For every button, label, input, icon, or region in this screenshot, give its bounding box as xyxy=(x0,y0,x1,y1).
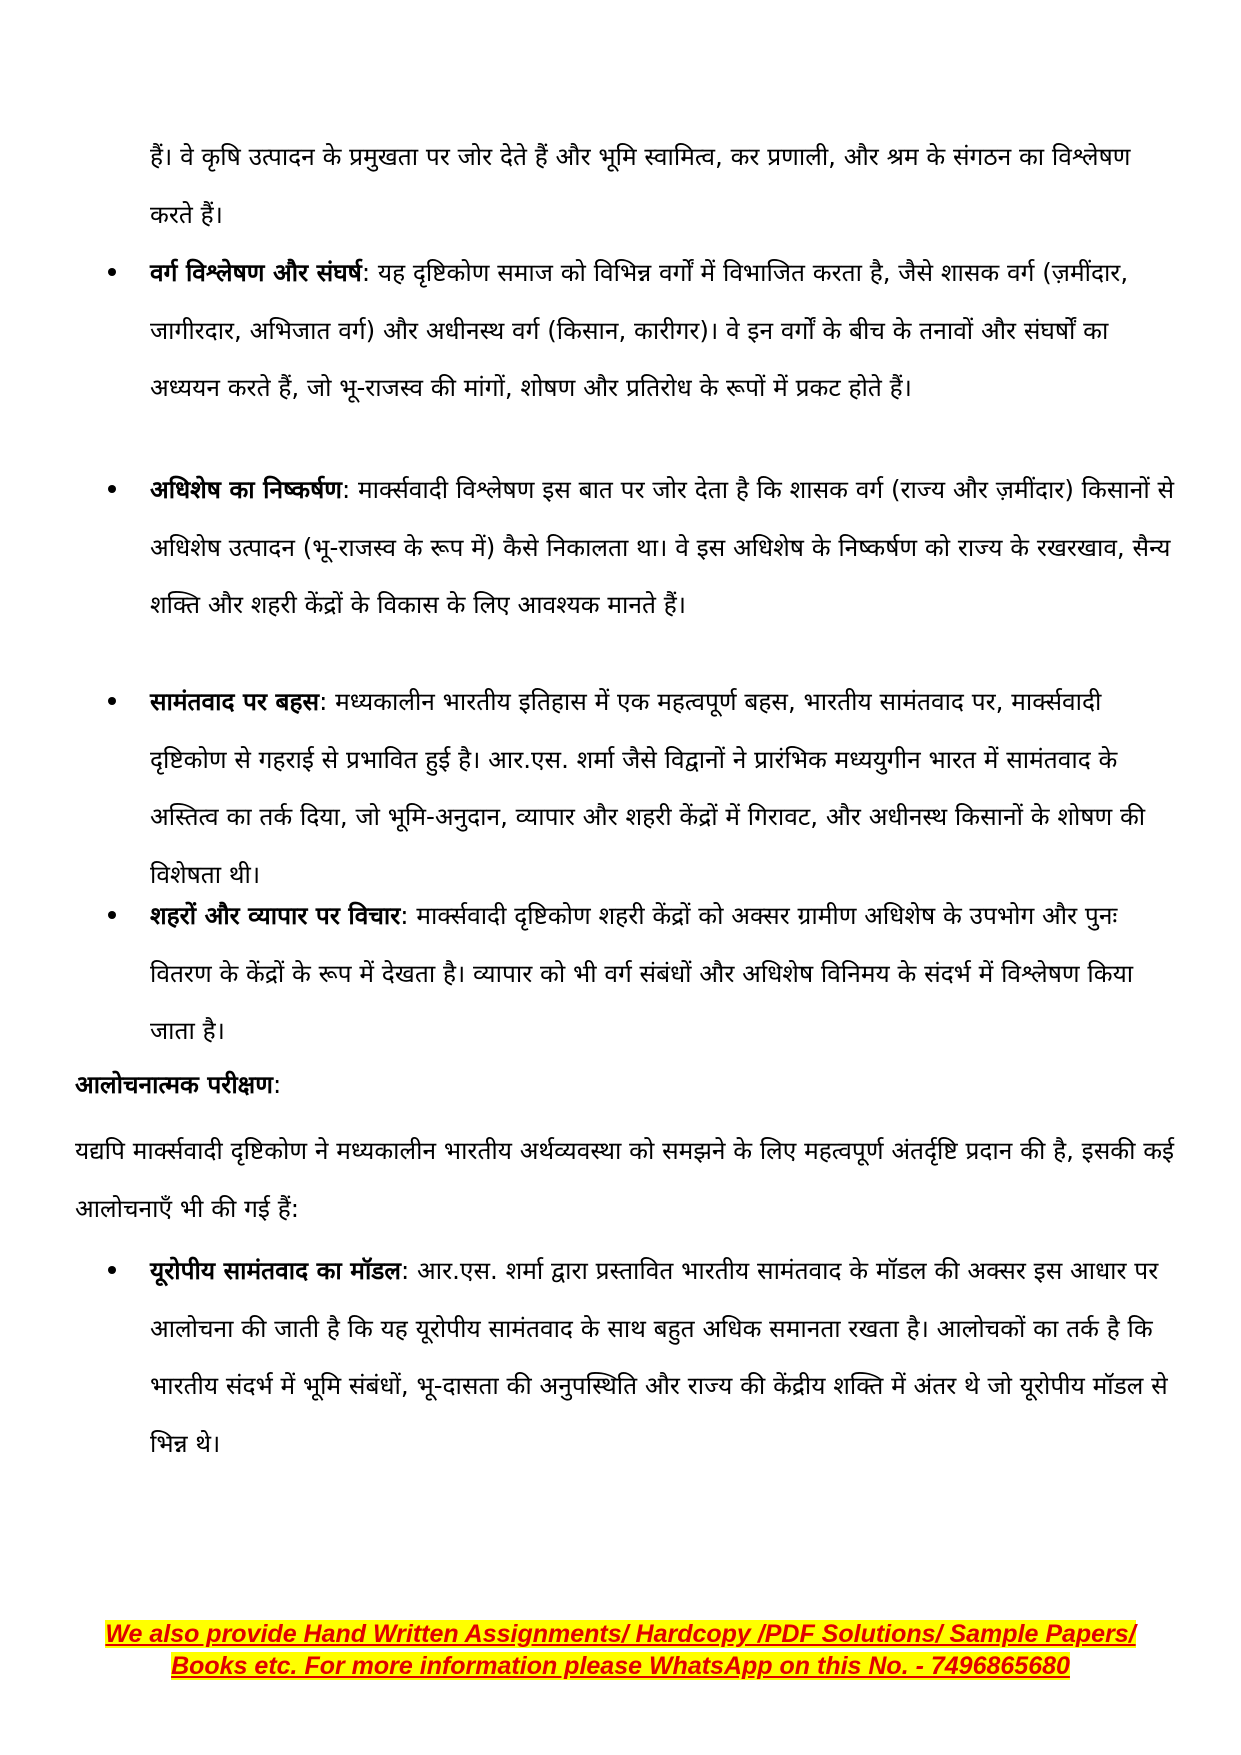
continuation-paragraph: हैं। वे कृषि उत्पादन के प्रमुखता पर जोर देते हैं और भूमि स्वामित्व, कर प्रणाली, और श्रम के संगठन का विश्लेषण करते हैं। xyxy=(150,142,1131,229)
bullet-icon xyxy=(108,485,116,493)
bullet-icon xyxy=(108,911,116,919)
section-heading xyxy=(75,1068,281,1101)
list-item xyxy=(150,887,1180,1060)
bullet-term: शहरों और व्यापार पर विचार xyxy=(150,901,401,930)
list-item xyxy=(150,244,1180,417)
bullet-text: : मार्क्सवादी दृष्टिकोण शहरी केंद्रों को अक्सर ग्रामीण अधिशेष के उपभोग और पुनः वितरण के केंद्रों के रूप में देखता है। व्यापार को भी वर्ग संबंधों और अधिशेष विनिमय के संदर्भ में विश्लेषण किया जाता है। xyxy=(150,901,1134,1045)
intro-paragraph: यद्यपि मार्क्सवादी दृष्टिकोण ने मध्यकालीन भारतीय अर्थव्यवस्था को समझने के लिए महत्वपूर्ण अंतर्दृष्टि प्रदान की है, इसकी कई आलोचनाएँ भी की गई हैं: xyxy=(75,1136,1175,1223)
bullet-term: अधिशेष का निष्कर्षण xyxy=(150,475,342,504)
section-heading-text: आलोचनात्मक परीक्षण xyxy=(75,1070,273,1099)
list-item xyxy=(150,673,1180,903)
bullet-text: : मार्क्सवादी विश्लेषण इस बात पर जोर देता है कि शासक वर्ग (राज्य और ज़मींदार) किसानों से अधिशेष उत्पादन (भू-राजस्व के रूप में) कैसे निकालता था। वे इस अधिशेष के निष्कर्षण को राज्य के रखरखाव, सैन्य शक्ति और शहरी केंद्रों के विकास के लिए आवश्यक मानते हैं। xyxy=(150,475,1175,619)
bullet-text: : आर.एस. शर्मा द्वारा प्रस्तावित भारतीय सामंतवाद के मॉडल की अक्सर इस आधार पर आलोचना की जाती है कि यह यूरोपीय सामंतवाद के साथ बहुत अधिक समानता रखता है। आलोचकों का तर्क है कि भारतीय संदर्भ में भूमि संबंधों, भू-दासता की अनुपस्थिति और राज्य की केंद्रीय शक्ति में अंतर थे जो यूरोपीय मॉडल से भिन्न थे। xyxy=(150,1256,1168,1458)
bullet-term: यूरोपीय सामंतवाद का मॉडल xyxy=(150,1256,402,1285)
list-item xyxy=(150,1242,1180,1472)
bullet-text: : यह दृष्टिकोण समाज को विभिन्न वर्गों में विभाजित करता है, जैसे शासक वर्ग (ज़मींदार, जागीरदार, अभिजात वर्ग) और अधीनस्थ वर्ग (किसान, कारीगर)। वे इन वर्गों के बीच के तनावों और संघर्षों का अध्ययन करते हैं, जो भू-राजस्व की मांगों, शोषण और प्रतिरोध के रूपों में प्रकट होते हैं। xyxy=(150,258,1129,402)
footer-line-1: We also provide Hand Written Assignments/ Hardcopy /PDF Solutions/ Sample Papers/ xyxy=(105,1620,1136,1648)
bullet-icon xyxy=(108,697,116,705)
bullet-text: : मध्यकालीन भारतीय इतिहास में एक महत्वपूर्ण बहस, भारतीय सामंतवाद पर, मार्क्सवादी दृष्टिकोण से गहराई से प्रभावित हुई है। आर.एस. शर्मा जैसे विद्वानों ने प्रारंभिक मध्ययुगीन भारत में सामंतवाद के अस्तित्व का तर्क दिया, जो भूमि-अनुदान, व्यापार और शहरी केंद्रों में गिरावट, और अधीनस्थ किसानों के शोषण की विशेषता थी। xyxy=(150,687,1146,889)
footer-notice xyxy=(0,1618,1241,1682)
list-item xyxy=(150,461,1180,634)
section-heading-colon: : xyxy=(272,1070,282,1099)
footer-line-2: Books etc. For more information please WhatsApp on this No. - 7496865680 xyxy=(171,1652,1070,1680)
bullet-term: सामंतवाद पर बहस xyxy=(150,687,320,716)
bullet-term: वर्ग विश्लेषण और संघर्ष xyxy=(150,258,362,287)
bullet-icon xyxy=(108,1266,116,1274)
bullet-icon xyxy=(108,268,116,276)
